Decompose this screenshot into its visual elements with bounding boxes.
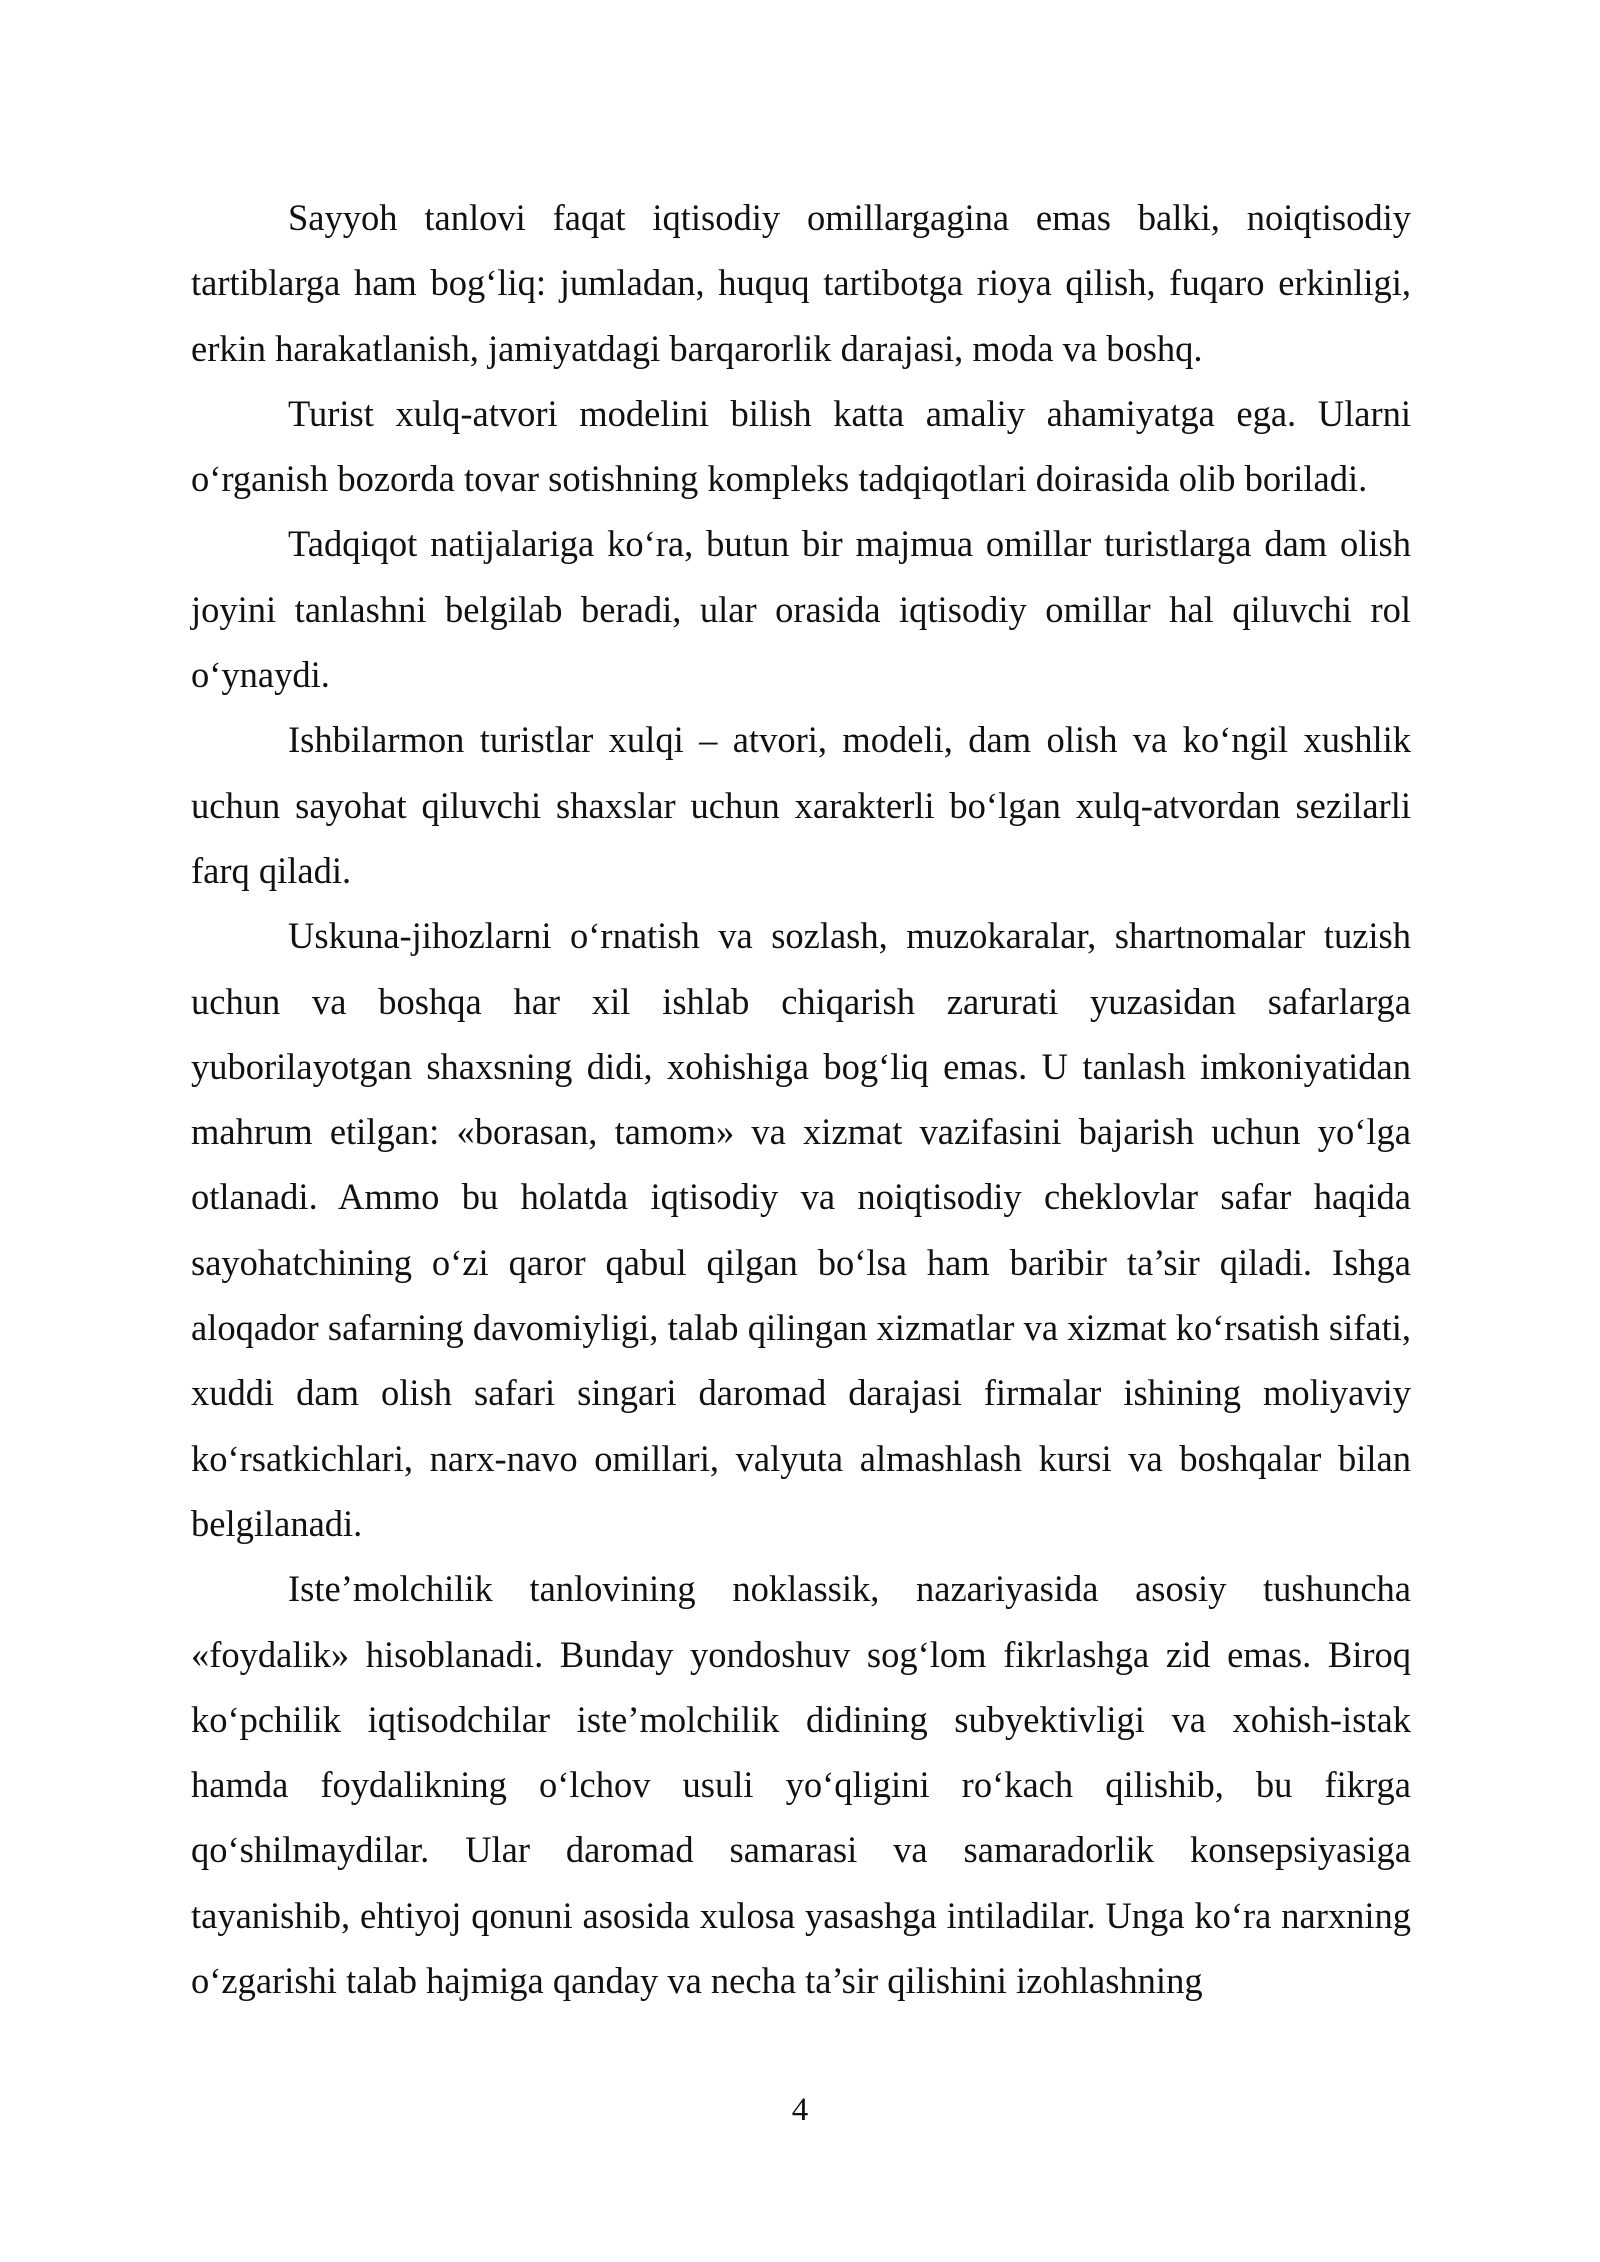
page-number: 4 bbox=[791, 2092, 809, 2128]
paragraph-3: Tadqiqot natijalariga ko‘ra, butun bir majmua omillar turistlarga dam olish joyini tanlashni belgilab beradi, ular orasida iqtisodiy omillar hal qiluvchi rol o‘ynaydi. bbox=[191, 523, 1411, 696]
paragraph-2: Turist xulq-atvori modelini bilish katta amaliy ahamiyatga ega. Ularni o‘rganish bozorda tovar sotishning kompleks tadqiqotlari doirasida olib boriladi. bbox=[191, 392, 1411, 500]
paragraph-4: Ishbilarmon turistlar xulqi – atvori, modeli, dam olish va ko‘ngil xushlik uchun sayohat qiluvchi shaxslar uchun xarakterli bo‘lgan xulq-atvordan sezilarli farq qiladi. bbox=[191, 719, 1411, 891]
paragraph-6: Iste’molchilik tanlovining noklassik, nazariyasida asosiy tushuncha «foydalik» hisoblanadi. Bunday yondoshuv sog‘lom fikrlashga zid emas. Biroq ko‘pchilik iqtisodchilar iste’molchilik didining subyektivligi va xohish-istak hamda foydalikning o‘lchov usuli yo‘qligini ro‘kach qilishib, bu fikrga qo‘shilmaydilar. Ular daromad samarasi va samaradorlik konsepsiyasiga tayanishib, ehtiyoj qonuni asosida xulosa yasashga intiladilar. Unga ko‘ra narxning o‘zgarishi talab hajmiga qanday va necha ta’sir qilishini izohlashning bbox=[191, 1568, 1411, 2002]
paragraph-1: Sayyoh tanlovi faqat iqtisodiy omillargagina emas balki, noiqtisodiy tartiblarga ham bog‘liq: jumladan, huquq tartibotga rioya qilish, fuqaro erkinligi, erkin harakatlanish, jamiyatdagi barqarorlik darajasi, moda va boshq. bbox=[191, 197, 1411, 369]
body-text bbox=[191, 185, 1411, 2013]
paragraph-5: Uskuna-jihozlarni o‘rnatish va sozlash, muzokaralar, shartnomalar tuzish uchun va boshqa har xil ishlab chiqarish zarurati yuzasidan safarlarga yuborilayotgan shaxsning didi, xohishiga bog‘liq emas. U tanlash imkoniyatidan mahrum etilgan: «borasan, tamom» va xizmat vazifasini bajarish uchun yo‘lga otlanadi. Ammo bu holatda iqtisodiy va noiqtisodiy cheklovlar safar haqida sayohatchining o‘zi qaror qabul qilgan bo‘lsa ham baribir ta’sir qiladi. Ishga aloqador safarning davomiyligi, talab qilingan xizmatlar va xizmat ko‘rsatish sifati, xuddi dam olish safari singari daromad darajasi firmalar ishining moliyaviy ko‘rsatkichlari, narx-navo omillari, valyuta almashlash kursi va boshqalar bilan belgilanadi. bbox=[191, 915, 1411, 1544]
